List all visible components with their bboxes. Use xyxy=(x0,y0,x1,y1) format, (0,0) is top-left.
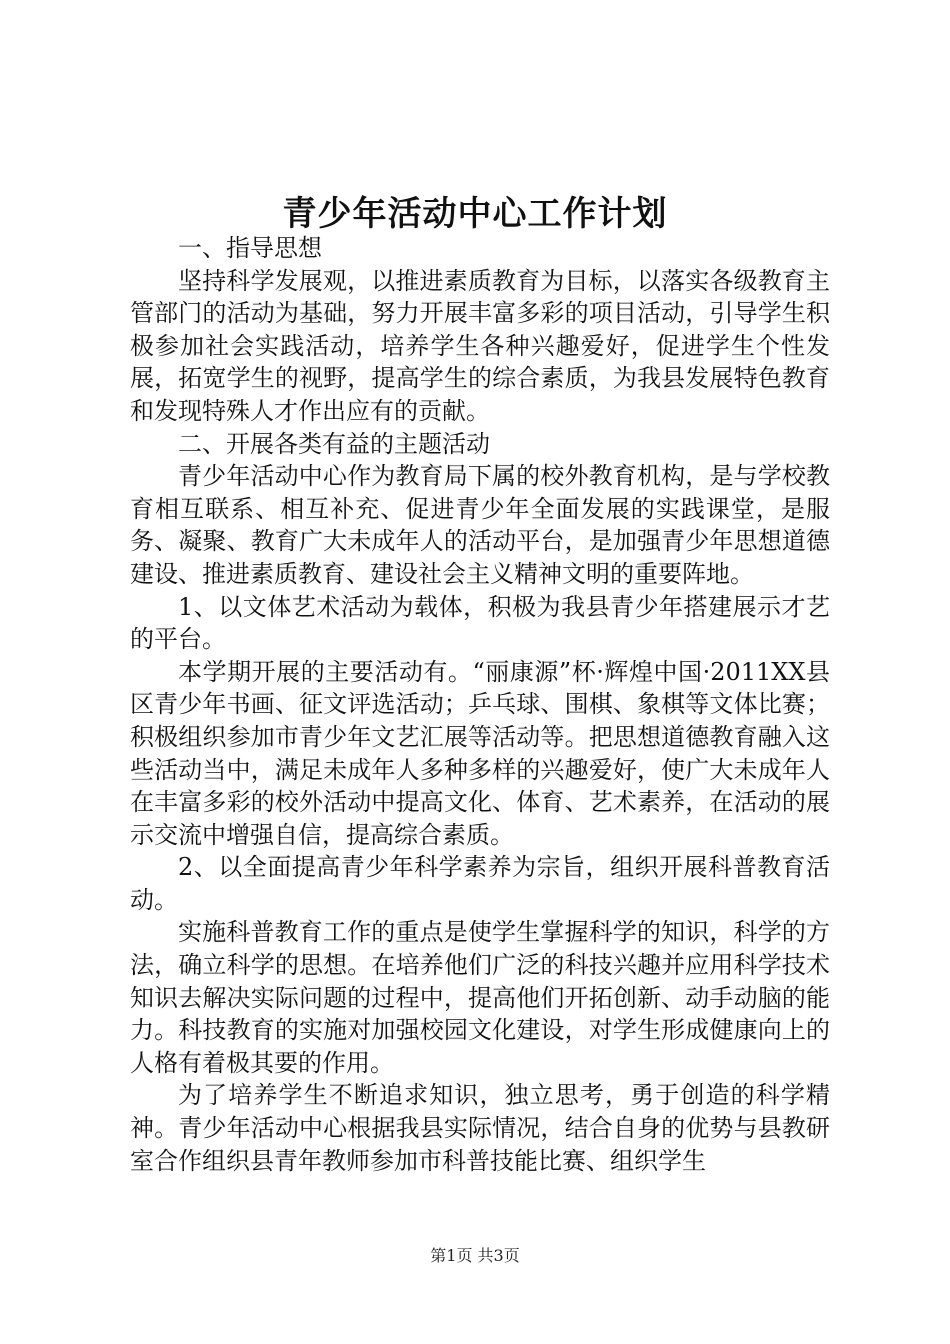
document-title: 青少年活动中心工作计划 xyxy=(282,194,668,234)
subheading-arts-activities: 1、以文体艺术活动为载体，积极为我县青少年搭建展示才艺的平台。 xyxy=(130,592,830,654)
section-heading-guiding-thought: 一、指导思想 xyxy=(178,234,322,262)
paragraph-science-education: 实施科普教育工作的重点是使学生掌握科学的知识，科学的方法，确立科学的思想。在培养他们广泛的科技兴趣并应用科学技术知识去解决实际问题的过程中，提高他们开拓创新、动手动脑的能力。科技教育的实施对加强校园文化建设，对学生形成健康向上的人格有着极其要的作用。 xyxy=(130,918,830,1077)
paragraph-arts-activities: 本学期开展的主要活动有。“丽康源”杯·辉煌中国·2011XX县区青少年书画、征文评选活动；乒乓球、围棋、象棋等文体比赛；积极组织参加市青少年文艺汇展等活动等。把思想道德教育融入这些活动当中，满足未成年人多种多样的兴趣爱好，使广大未成年人在丰富多彩的校外活动中提高文化、体育、艺术素养，在活动的展示交流中增强自信，提高综合素质。 xyxy=(130,657,830,849)
paragraph-center-role: 青少年活动中心作为教育局下属的校外教育机构，是与学校教育相互联系、相互补充、促进青少年全面发展的实践课堂，是服务、凝聚、教育广大未成年人的活动平台，是加强青少年思想道德建设、推进素质教育、建设社会主义精神文明的重要阵地。 xyxy=(130,462,830,588)
document-body xyxy=(130,232,830,1177)
page-number-footer: 第1页 共3页 xyxy=(430,1246,520,1265)
section-heading-theme-activities: 二、开展各类有益的主题活动 xyxy=(178,429,490,458)
paragraph-science-spirit: 为了培养学生不断追求知识，独立思考，勇于创造的科学精神。青少年活动中心根据我县实际情况，结合自身的优势与县教研室合作组织县青年教师参加市科普技能比赛、组织学生 xyxy=(130,1081,830,1175)
paragraph-guiding-thought: 坚持科学发展观，以推进素质教育为目标，以落实各级教育主管部门的活动为基础，努力开展丰富多彩的项目活动，引导学生积极参加社会实践活动，培养学生各种兴趣爱好，促进学生个性发展，拓宽学生的视野，提高学生的综合素质，为我县发展特色教育和发现特殊人才作出应有的贡献。 xyxy=(130,266,830,425)
subheading-science-activities: 2、以全面提高青少年科学素养为宗旨，组织开展科普教育活动。 xyxy=(130,853,830,914)
